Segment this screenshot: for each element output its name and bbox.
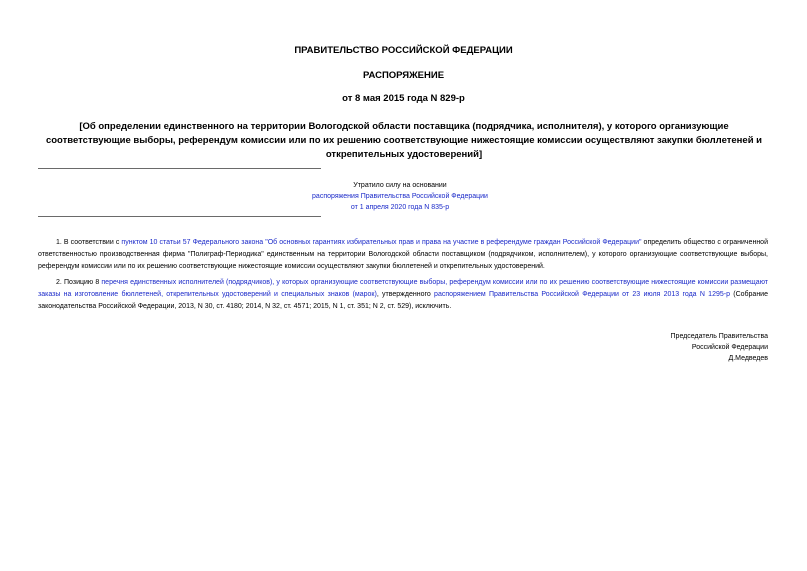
signature-org: Российской Федерации [691, 344, 768, 351]
paragraph-2-text: (Собрание законодательства Российской Федерации, 2013, N 30, ст. 4180; 2014, N 32, ст. 4571; 2015, N 1, ст. 351; N 2, ст. 529), исключить. [38, 291, 768, 310]
signature-block [548, 331, 768, 364]
paragraph-1 [38, 237, 768, 273]
divider-bottom [38, 216, 321, 217]
divider-top [38, 168, 321, 169]
executors-list-link[interactable]: перечня единственных исполнителей (подрядчиков), у которых организующие соответствующие выборы, референдум комиссии или по их решению соответствующие нижестоящие комиссии размещают заказы на изготовление бюллетеней, открепительных удостоверений и специальных знаков (марок) [38, 279, 768, 298]
repeal-link-line1[interactable]: распоряжения Правительства Российской Федерации [312, 193, 488, 200]
document-title: [Об определении единственного на территории Вологодской области поставщика (подрядчика, исполнителя), у которого организующие соответствующие выборы, референдум комиссии или по их решению соответствующие нижестоящие комиссии осуществляют закупки бюллетеней и открепительных удостоверений] [45, 121, 763, 160]
paragraph-1-lead: 1. В соответствии с [56, 239, 122, 246]
signature-name: Д.Медведев [728, 355, 768, 362]
federal-law-link[interactable]: пунктом 10 статьи 57 Федерального закона "Об основных гарантиях избирательных прав и права на участие в референдуме граждан Российской Федерации" [121, 239, 642, 246]
paragraph-2-mid: , утвержденного [376, 291, 435, 298]
paragraph-1-text: определить общество с ограниченной ответственностью производственная фирма "Полиграф-Периодика" единственным на территории Вологодской области поставщиком (подрядчиком, исполнителем), у которого организующие соответствующие выборы, референдум комиссии или по их решению соответствующие нижестоящие комиссии осуществляют закупки бюллетеней и открепительных удостоверений. [38, 239, 768, 270]
header-doc-type: РАСПОРЯЖЕНИЕ [362, 70, 445, 81]
header-doc-date: от 8 мая 2015 года N 829-р [342, 93, 465, 104]
status-note-text: Утратило силу на основании [353, 182, 447, 189]
signature-title: Председатель Правительства [670, 333, 768, 340]
repeal-link-line2[interactable]: от 1 апреля 2020 года N 835-р [350, 204, 450, 211]
paragraph-2 [38, 277, 768, 313]
status-note [200, 180, 600, 213]
government-order-link[interactable]: распоряжением Правительства Российской Федерации от 23 июля 2013 года N 1295-р [434, 291, 730, 298]
header-org: ПРАВИТЕЛЬСТВО РОССИЙСКОЙ ФЕДЕРАЦИИ [294, 45, 513, 56]
paragraph-2-lead: 2. Позицию 8 [56, 279, 102, 286]
